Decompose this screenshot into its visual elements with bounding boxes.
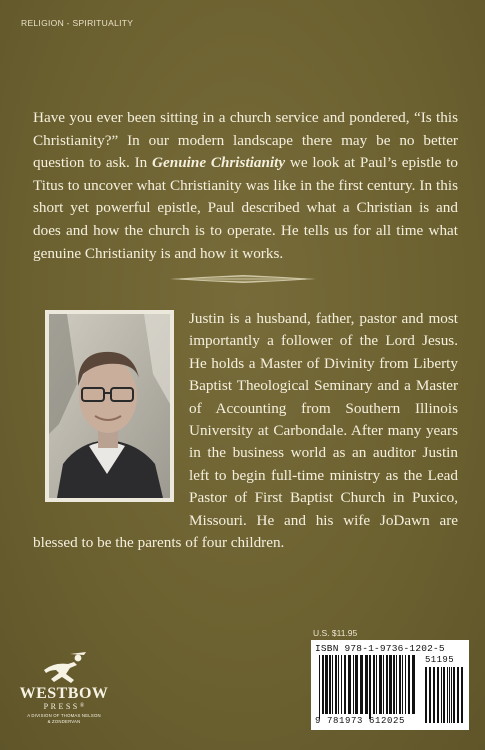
westbow-runner-logo-icon bbox=[40, 652, 88, 686]
barcode-bar bbox=[389, 655, 392, 714]
barcode-addon-bar bbox=[441, 667, 442, 723]
barcode-addon-bar bbox=[457, 667, 459, 723]
publisher-note-line1: A DIVISION OF THOMAS NELSON bbox=[27, 713, 101, 718]
barcode-bar bbox=[348, 655, 351, 714]
barcode-bar bbox=[379, 655, 382, 714]
author-bio-text: Justin is a husband, father, pastor and most importantly a follower of the Lord Jesus. He holds a Master of Divinity from Liberty Baptist Theological Seminary and a Master of Accounting from Southern Illinois University at Carbondale. After many years in the business world as an auditor Justin left to begin full-time ministry as the Lead Pastor of First Baptist Church in Puxico, Missouri. He and his wife JoDawn are blessed to be the parents of four children. bbox=[33, 310, 458, 552]
publisher-trademark: ® bbox=[79, 703, 85, 709]
publisher-name: WESTBOW bbox=[19, 685, 109, 702]
barcode-bar bbox=[332, 655, 333, 714]
barcode-bar bbox=[369, 655, 371, 719]
barcode-bar bbox=[402, 655, 403, 714]
barcode-bar bbox=[335, 655, 337, 714]
barcode-digits: 9 781973 612025 bbox=[315, 716, 406, 726]
blurb-text-part1: Have you ever been sitting in a church service and pondered, “Is this Christianity?” In our modern landscape there may be no better question to ask. In bbox=[33, 109, 458, 172]
publisher-logo bbox=[18, 652, 110, 724]
barcode-bar bbox=[344, 655, 346, 714]
barcode-bar bbox=[325, 655, 328, 714]
book-blurb bbox=[33, 107, 458, 265]
barcode-addon-bar bbox=[429, 667, 431, 723]
price-label: U.S. $11.95 bbox=[313, 628, 358, 638]
barcode-addon-bar bbox=[447, 667, 448, 723]
barcode-bar bbox=[365, 655, 368, 714]
barcode-bar bbox=[322, 655, 324, 714]
barcode-bar bbox=[338, 655, 339, 714]
barcode-bar bbox=[393, 655, 395, 714]
barcode-bar bbox=[412, 655, 415, 714]
publisher-note-line2: & ZONDERVAN bbox=[47, 718, 81, 724]
ornament-divider-icon bbox=[170, 274, 316, 284]
barcode-bar bbox=[329, 655, 331, 714]
author-bio bbox=[33, 308, 458, 554]
category-label: RELIGION - SPIRITUALITY bbox=[21, 18, 134, 28]
addon-digits: 51195 bbox=[425, 655, 455, 665]
barcode-bar bbox=[355, 655, 358, 714]
barcode-bar bbox=[396, 655, 397, 714]
barcode-bar bbox=[373, 655, 375, 714]
barcode-addon-bar bbox=[443, 667, 445, 723]
barcode-bar bbox=[341, 655, 342, 714]
isbn-text: ISBN 978-1-9736-1202-5 bbox=[315, 643, 445, 654]
barcode-bar bbox=[376, 655, 377, 714]
barcode-addon-bar bbox=[433, 667, 435, 723]
barcode-bar bbox=[405, 655, 406, 714]
barcode-bar bbox=[319, 655, 320, 719]
barcode-icon bbox=[311, 640, 469, 730]
barcode-bar bbox=[360, 655, 363, 714]
barcode-addon-bar bbox=[425, 667, 427, 723]
barcode-bar bbox=[353, 655, 354, 714]
barcode-addon-bar bbox=[461, 667, 463, 723]
barcode-bar bbox=[386, 655, 388, 714]
barcode-bar bbox=[399, 655, 401, 714]
barcode-addon-bar bbox=[449, 667, 450, 723]
barcode-bar bbox=[408, 655, 410, 714]
barcode-bar bbox=[383, 655, 384, 714]
barcode-addon-bar bbox=[437, 667, 439, 723]
barcode-addon-bar bbox=[451, 667, 452, 723]
publisher-sub: PRESS bbox=[43, 702, 80, 711]
blurb-book-title: Genuine Christianity bbox=[152, 154, 286, 172]
barcode-addon-bar bbox=[453, 667, 455, 723]
blurb-text-part2: we look at Paul’s epistle to Titus to uncover what Christianity was like in the first century. In this short yet powerful epistle, Paul described what a Christian is and does and how the church is to operate. He tells us for all time what genuine Christianity is and how it works. bbox=[33, 154, 458, 262]
